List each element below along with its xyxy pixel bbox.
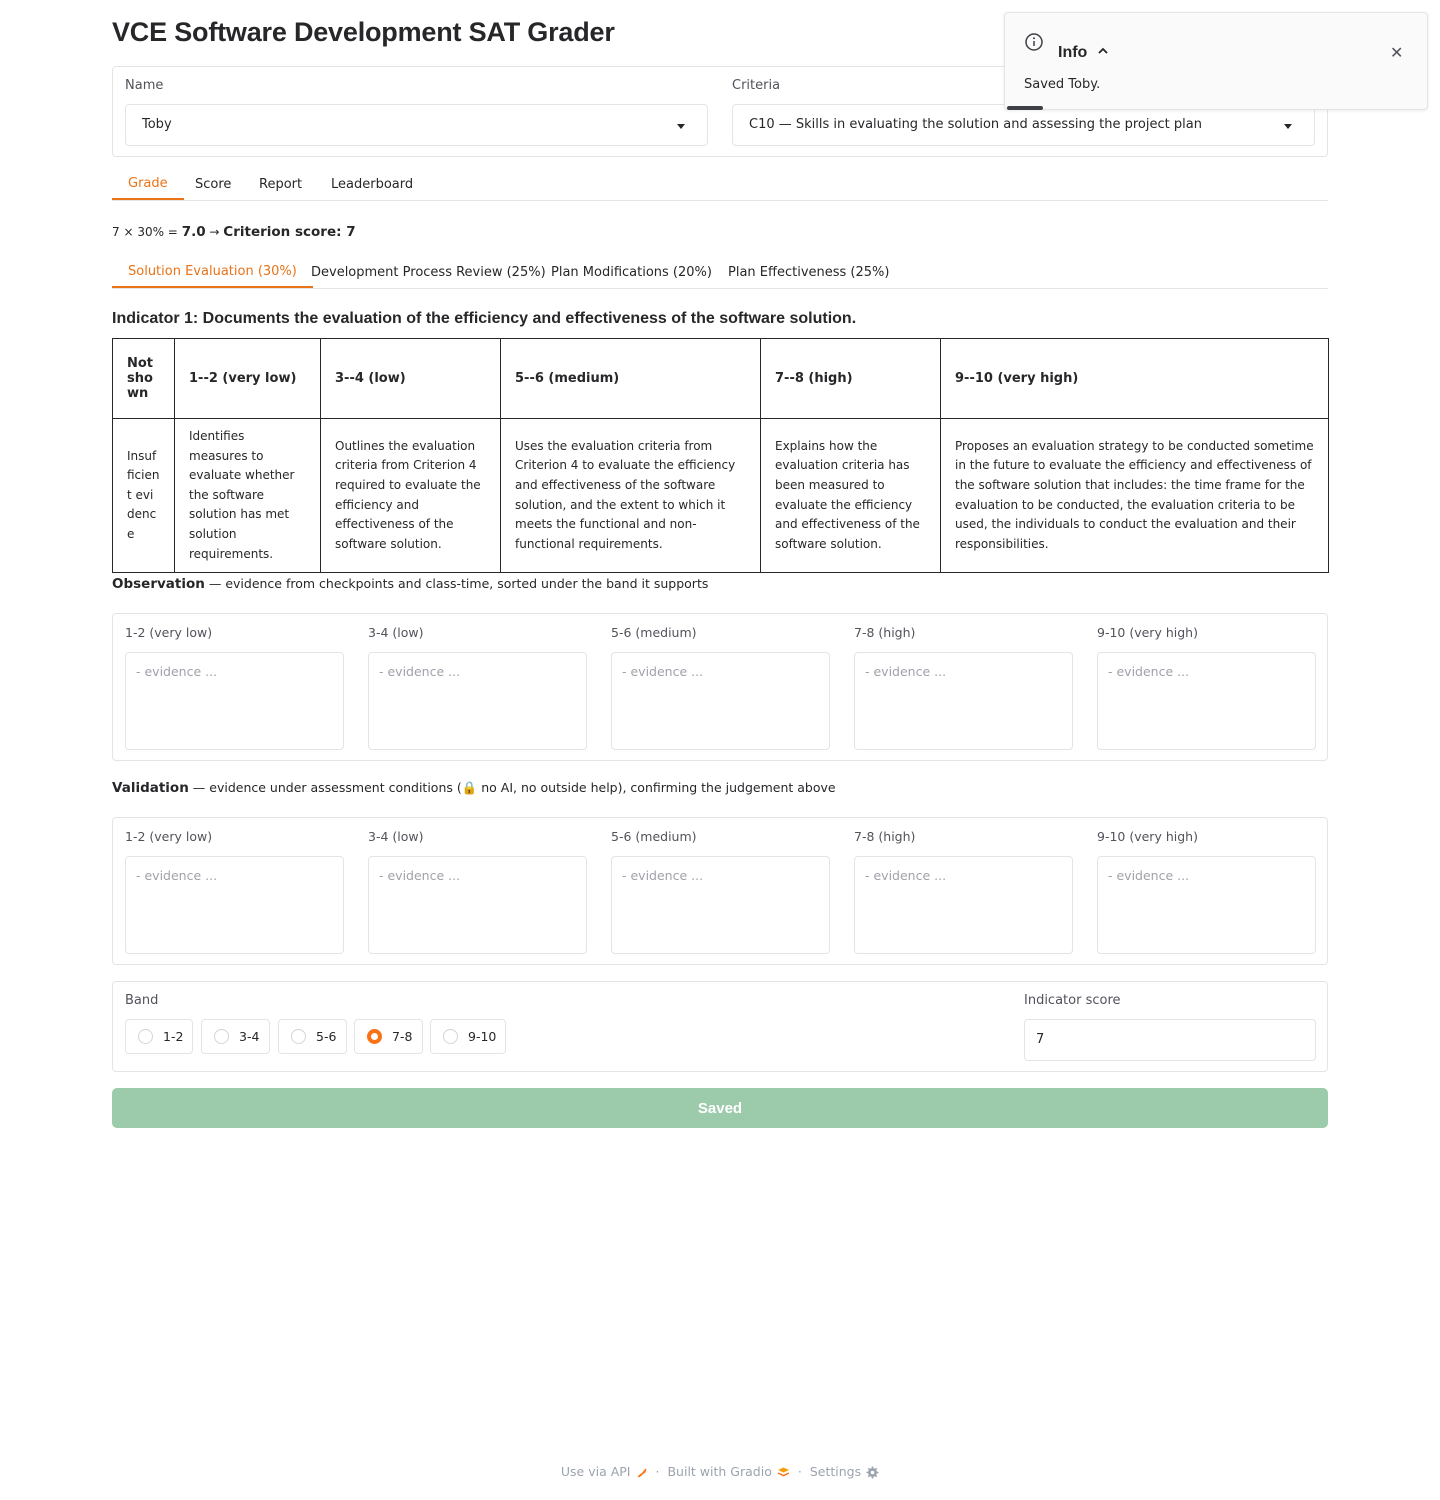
formula-arrow: → bbox=[205, 225, 224, 239]
radio-label: 9-10 bbox=[468, 1029, 497, 1044]
validation-evidence-input[interactable]: - evidence ... bbox=[611, 856, 830, 954]
rubric-cell: Explains how the evaluation criteria has been measured to evaluate the efficiency and effectiveness of the software solution. bbox=[761, 419, 941, 573]
rubric-cell: Identifies measures to evaluate whether the software solution has met solution requirements. bbox=[175, 419, 321, 573]
rubric-header: 7--8 (high) bbox=[761, 339, 941, 419]
tab-solution-evaluation[interactable]: Solution Evaluation (30%) bbox=[112, 256, 313, 288]
caret-down-icon bbox=[677, 124, 685, 129]
indicator-score-input[interactable]: 7 bbox=[1024, 1019, 1316, 1061]
band-radio-7-8[interactable] bbox=[354, 1019, 423, 1054]
rubric-header-row bbox=[113, 339, 1329, 419]
criteria-label: Criteria bbox=[732, 78, 781, 93]
validation-evidence-input[interactable]: - evidence ... bbox=[1097, 856, 1316, 954]
close-icon[interactable]: ✕ bbox=[1390, 43, 1404, 62]
tab-report[interactable]: Report bbox=[259, 176, 303, 192]
built-with-gradio-link[interactable] bbox=[667, 1464, 789, 1479]
validation-evidence-input[interactable]: - evidence ... bbox=[368, 856, 587, 954]
validation-label: Validation bbox=[112, 780, 189, 796]
validation-evidence-input[interactable]: - evidence ... bbox=[125, 856, 344, 954]
column-label: 5-6 (medium) bbox=[611, 625, 697, 640]
rubric-cell: Outlines the evaluation criteria from Criterion 4 required to evaluate the efficiency and effectiveness of the software solution. bbox=[321, 419, 501, 573]
radio-label: 1-2 bbox=[163, 1029, 184, 1044]
radio-circle-icon bbox=[138, 1029, 153, 1044]
radio-label: 5-6 bbox=[316, 1029, 337, 1044]
tab-score[interactable]: Score bbox=[195, 176, 232, 192]
toast-message: Saved Toby. bbox=[1024, 77, 1101, 92]
rubric-header: 5--6 (medium) bbox=[501, 339, 761, 419]
tab-plan-effectiveness[interactable]: Plan Effectiveness (25%) bbox=[728, 264, 890, 280]
observation-heading bbox=[112, 576, 708, 592]
rubric-header: 9--10 (very high) bbox=[941, 339, 1329, 419]
column-label: 3-4 (low) bbox=[368, 829, 424, 844]
separator-dot: · bbox=[655, 1464, 660, 1479]
rocket-icon bbox=[636, 1467, 648, 1479]
validation-evidence-input[interactable]: - evidence ... bbox=[854, 856, 1073, 954]
settings-link[interactable] bbox=[810, 1464, 879, 1479]
footer bbox=[0, 1464, 1440, 1479]
criterion-score: Criterion score: 7 bbox=[223, 224, 356, 240]
indicator-tabs bbox=[112, 256, 1328, 289]
band-radio-1-2[interactable] bbox=[125, 1019, 193, 1054]
column-label: 9-10 (very high) bbox=[1097, 625, 1198, 640]
separator-dot: · bbox=[797, 1464, 802, 1479]
rubric-descriptor-row bbox=[113, 419, 1329, 573]
column-label: 7-8 (high) bbox=[854, 829, 916, 844]
indicator-title: Indicator 1: Documents the evaluation of the efficiency and effectiveness of the software solution. bbox=[112, 310, 857, 327]
formula-prefix: 7 × 30% = bbox=[112, 225, 182, 239]
tab-plan-modifications[interactable]: Plan Modifications (20%) bbox=[551, 264, 712, 280]
validation-description: — evidence under assessment conditions (🔒 no AI, no outside help), confirming the judgement above bbox=[188, 780, 836, 795]
column-label: 7-8 (high) bbox=[854, 625, 916, 640]
info-icon bbox=[1024, 32, 1044, 52]
band-radio-9-10[interactable] bbox=[430, 1019, 506, 1054]
column-label: 3-4 (low) bbox=[368, 625, 424, 640]
info-toast bbox=[1004, 12, 1428, 110]
rubric-cell: Proposes an evaluation strategy to be conducted sometime in the future to evaluate the efficiency and effectiveness of the software solution that includes: the time frame for the evaluation to be conducted, the evaluation criteria to be used, the individuals to conduct the evaluation and their responsibilities. bbox=[941, 419, 1329, 573]
observation-description: — evidence from checkpoints and class-time, sorted under the band it supports bbox=[204, 576, 709, 591]
tab-grade[interactable]: Grade bbox=[112, 168, 184, 200]
band-radio-3-4[interactable] bbox=[201, 1019, 270, 1054]
radio-label: 3-4 bbox=[239, 1029, 260, 1044]
observation-panel bbox=[112, 613, 1328, 761]
radio-circle-icon bbox=[443, 1029, 458, 1044]
save-button[interactable]: Saved bbox=[112, 1088, 1328, 1128]
column-label: 5-6 (medium) bbox=[611, 829, 697, 844]
observation-evidence-input[interactable]: - evidence ... bbox=[854, 652, 1073, 750]
formula-product: 7.0 bbox=[181, 224, 206, 240]
observation-label: Observation bbox=[112, 576, 205, 592]
built-with-gradio-text: Built with Gradio bbox=[667, 1464, 772, 1479]
validation-heading bbox=[112, 780, 836, 796]
toast-title: Info bbox=[1058, 44, 1088, 61]
band-label: Band bbox=[125, 993, 159, 1008]
observation-evidence-input[interactable]: - evidence ... bbox=[611, 652, 830, 750]
gradio-logo-icon bbox=[777, 1467, 790, 1478]
radio-selected-icon bbox=[367, 1029, 382, 1044]
main-tabs bbox=[112, 168, 1328, 201]
rubric-header: 3--4 (low) bbox=[321, 339, 501, 419]
name-value: Toby bbox=[142, 117, 172, 132]
validation-panel bbox=[112, 817, 1328, 965]
rubric-header: 1--2 (very low) bbox=[175, 339, 321, 419]
observation-evidence-input[interactable]: - evidence ... bbox=[1097, 652, 1316, 750]
page-title: VCE Software Development SAT Grader bbox=[112, 17, 615, 47]
rubric-cell: Uses the evaluation criteria from Criterion 4 to evaluate the efficiency and effectiveness of the software solution, and the extent to which it meets the functional and non-functional requirements. bbox=[501, 419, 761, 573]
toast-timer-bar bbox=[1007, 106, 1043, 110]
column-label: 1-2 (very low) bbox=[125, 625, 213, 640]
name-dropdown[interactable] bbox=[125, 104, 708, 146]
observation-evidence-input[interactable]: - evidence ... bbox=[368, 652, 587, 750]
rubric-cell: Insufficient evidence bbox=[113, 419, 175, 573]
use-via-api-link[interactable] bbox=[561, 1464, 648, 1479]
score-formula bbox=[112, 224, 356, 240]
tab-leaderboard[interactable]: Leaderboard bbox=[331, 176, 414, 192]
tab-development-process-review[interactable]: Development Process Review (25%) bbox=[311, 264, 546, 280]
radio-circle-icon bbox=[214, 1029, 229, 1044]
column-label: 9-10 (very high) bbox=[1097, 829, 1198, 844]
caret-down-icon bbox=[1284, 124, 1292, 129]
band-panel bbox=[112, 981, 1328, 1072]
column-label: 1-2 (very low) bbox=[125, 829, 213, 844]
rubric-header: Not shown bbox=[113, 339, 175, 419]
radio-label: 7-8 bbox=[392, 1029, 413, 1044]
gear-icon bbox=[866, 1466, 879, 1479]
criteria-dropdown[interactable] bbox=[732, 104, 1315, 146]
indicator-score-label: Indicator score bbox=[1024, 993, 1121, 1008]
observation-evidence-input[interactable]: - evidence ... bbox=[125, 652, 344, 750]
use-via-api-text: Use via API bbox=[560, 1464, 631, 1479]
radio-circle-icon bbox=[291, 1029, 306, 1044]
chevron-up-icon[interactable] bbox=[1097, 46, 1109, 56]
band-radio-5-6[interactable] bbox=[278, 1019, 347, 1054]
rubric-table bbox=[112, 338, 1329, 573]
name-label: Name bbox=[125, 78, 164, 93]
settings-text: Settings bbox=[809, 1464, 862, 1479]
criteria-value: C10 — Skills in evaluating the solution and assessing the project plan bbox=[749, 117, 1202, 132]
